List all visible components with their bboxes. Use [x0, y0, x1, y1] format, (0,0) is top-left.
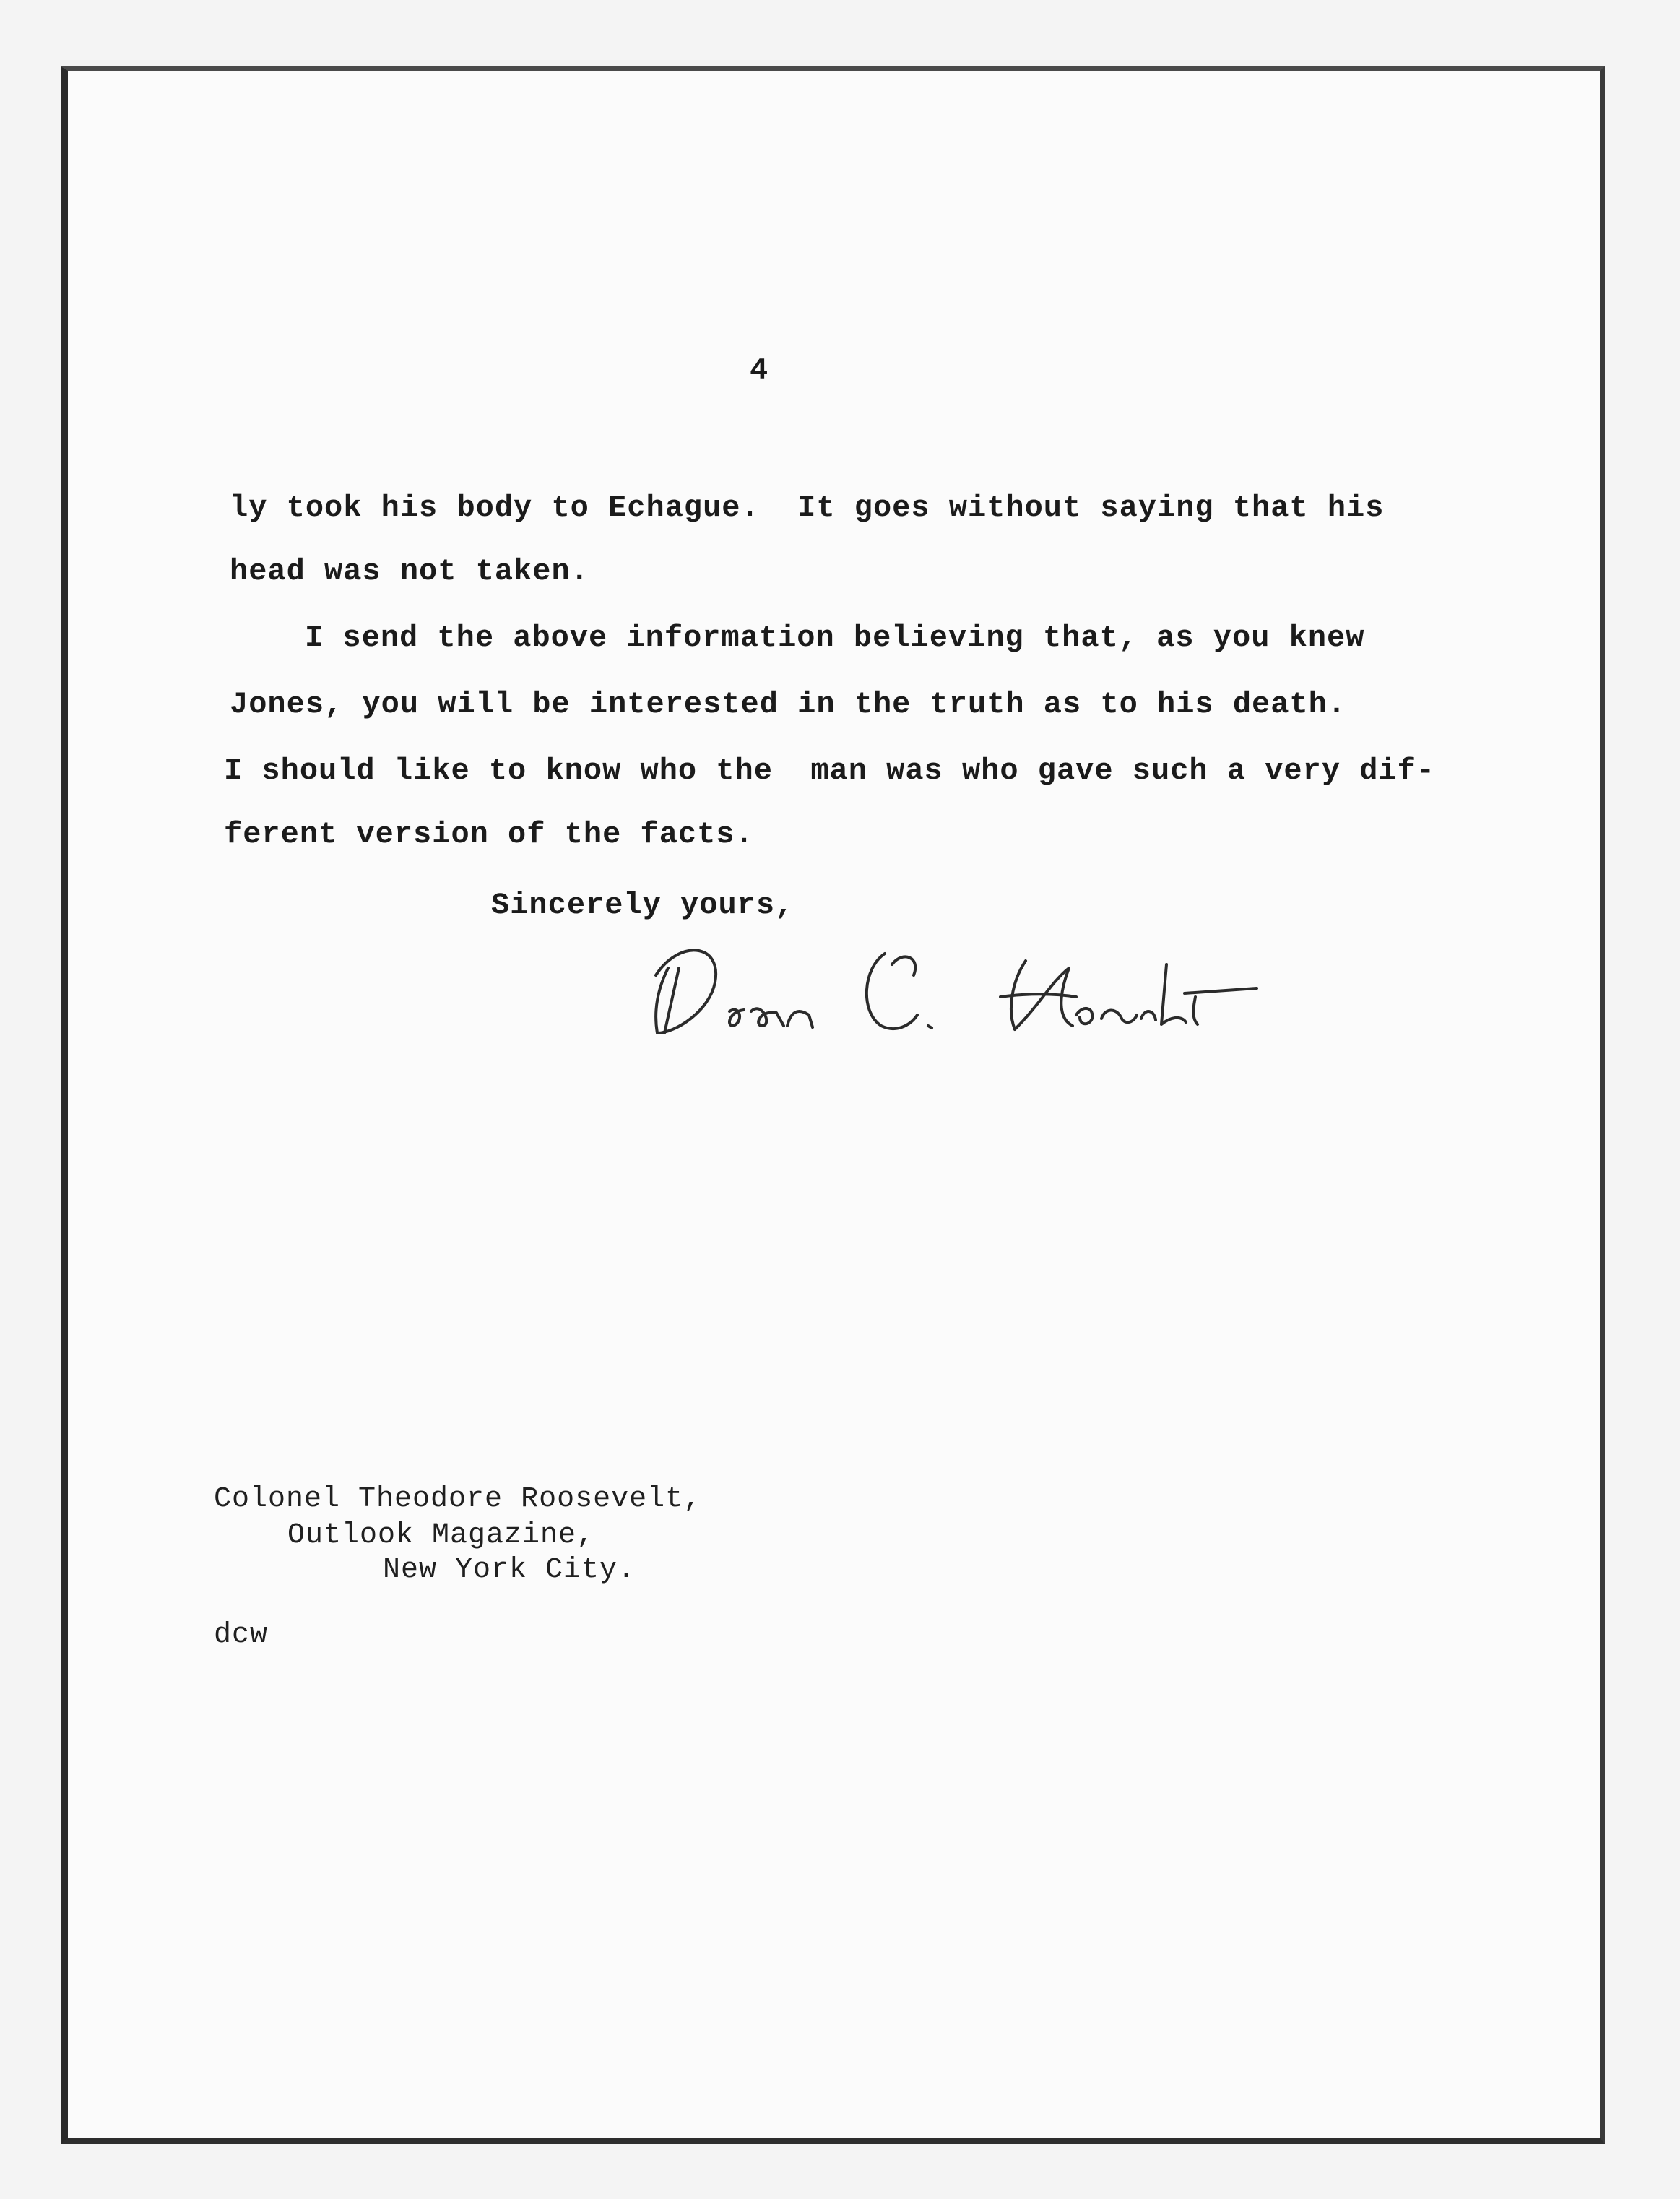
recipient-organization: Outlook Magazine, — [287, 1519, 595, 1552]
closing-salutation: Sincerely yours, — [491, 888, 794, 923]
body-line-6: ferent version of the facts. — [224, 817, 754, 852]
body-line-3: I send the above information believing that, as you knew — [305, 621, 1365, 655]
handwritten-signature — [636, 925, 1286, 1047]
recipient-city: New York City. — [383, 1554, 636, 1586]
body-line-4: Jones, you will be interested in the truth as to his death. — [230, 687, 1347, 722]
body-line-5: I should like to know who the man was who gave such a very dif- — [224, 753, 1436, 788]
body-line-1: ly took his body to Echague. It goes without saying that his — [230, 491, 1385, 525]
reference-initials: dcw — [214, 1619, 269, 1651]
letter-page — [61, 66, 1605, 2144]
page-number: 4 — [750, 353, 769, 388]
recipient-name: Colonel Theodore Roosevelt, — [214, 1483, 702, 1516]
body-line-2: head was not taken. — [230, 554, 589, 589]
